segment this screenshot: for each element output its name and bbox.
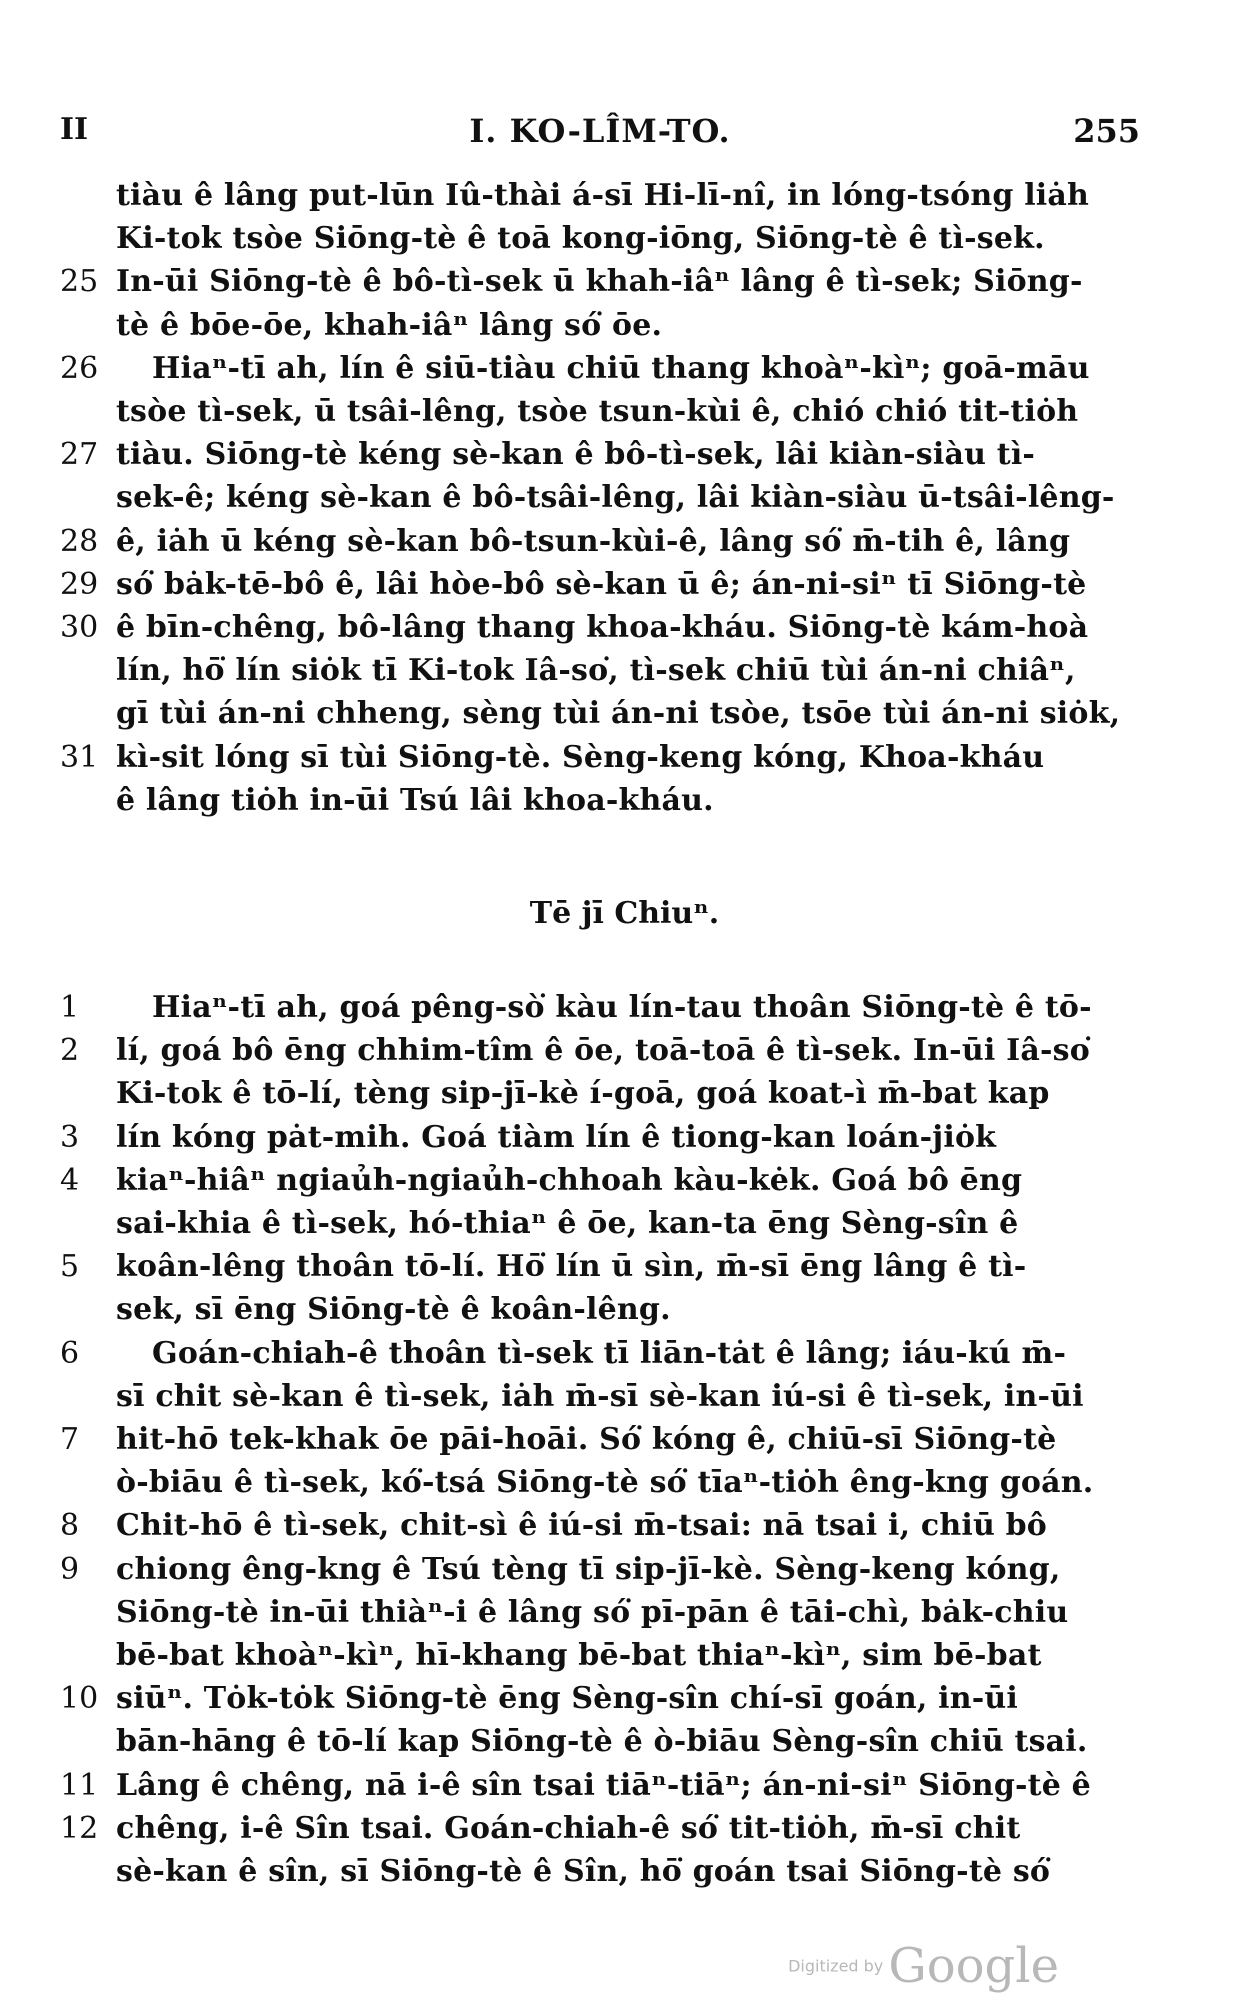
line-text: Lâng ê chêng, nā i-ê sîn tsai tiāⁿ-tiāⁿ; án-ni-siⁿ Siōng-tè ê [116, 1767, 1091, 1803]
line-text: lín, hō͘ lín siȯk tī Ki-tok Iâ-so͘, tì-sek chiū tùi án-ni chiâⁿ, [116, 653, 1076, 689]
header-section-numeral: II [60, 112, 89, 147]
text-line [60, 1033, 1140, 1075]
text-line [60, 1724, 1140, 1766]
line-text: siūⁿ. Tȯk-tȯk Siōng-tè ēng Sèng-sîn chí-sī goán, in-ūi [116, 1681, 1019, 1717]
line-text: tè ê bōe-ōe, khah-iâⁿ lâng só͘ ōe. [116, 307, 663, 343]
running-header [60, 112, 1140, 152]
text-line [60, 1206, 1140, 1248]
line-text: kì-sit lóng sī tùi Siōng-tè. Sèng-keng kóng, Khoa-kháu [116, 739, 1045, 775]
line-text: sī chit sè-kan ê tì-sek, iȧh m̄-sī sè-kan iú-si ê tì-sek, in-ūi [116, 1378, 1084, 1414]
text-line [60, 1508, 1140, 1550]
verse-number: 5 [60, 1249, 80, 1285]
text-line [60, 610, 1140, 652]
line-text: tsòe tì-sek, ū tsâi-lêng, tsòe tsun-kùi ê, chió chió tit-tiȯh [116, 394, 1079, 429]
text-line [60, 990, 1140, 1032]
line-text: lín kóng pȧt-mih. Goá tiàm lín ê tiong-kan loán-jiȯk [116, 1119, 997, 1155]
text-line [60, 653, 1140, 695]
text-line [60, 1249, 1140, 1291]
text-line [60, 480, 1140, 522]
text-line [60, 437, 1140, 479]
text-line [60, 308, 1140, 350]
text-line [60, 1422, 1140, 1464]
text-line [60, 1163, 1140, 1205]
text-line [60, 1336, 1140, 1378]
line-text: sek, sī ēng Siōng-tè ê koân-lêng. [116, 1292, 671, 1328]
verse-number: 8 [60, 1508, 80, 1544]
line-text: Hiaⁿ-tī ah, goá pêng-sò͘ kàu lín-tau thoân Siōng-tè ê tō- [152, 990, 1092, 1025]
text-line [60, 1120, 1140, 1162]
line-text: bān-hāng ê tō-lí kap Siōng-tè ê ò-biāu Sèng-sîn chiū tsai. [116, 1724, 1088, 1760]
line-text: ò-biāu ê tì-sek, kó͘-tsá Siōng-tè só͘ tīaⁿ-tiȯh êng-kng goán. [116, 1465, 1094, 1501]
line-text: Goán-chiah-ê thoân tì-sek tī liān-tȧt ê lâng; iáu-kú m̄- [152, 1335, 1067, 1371]
line-text: kiaⁿ-hiâⁿ ngiaủh-ngiaủh-chhoah kàu-kėk. Goá bô ēng [116, 1162, 1023, 1198]
verse-number: 26 [60, 350, 99, 386]
line-text: In-ūi Siōng-tè ê bô-tì-sek ū khah-iâⁿ lâng ê tì-sek; Siōng- [116, 264, 1083, 300]
verse-number: 27 [60, 437, 99, 473]
text-line [60, 394, 1140, 436]
text-line [60, 1292, 1140, 1334]
line-text: lí, goá bô ēng chhim-tîm ê ōe, toā-toā ê tì-sek. In-ūi Iâ-so͘ [116, 1033, 1090, 1069]
line-text: chêng, i-ê Sîn tsai. Goán-chiah-ê só͘ tit-tiȯh, m̄-sī chit [116, 1810, 1021, 1846]
line-text: sai-khia ê tì-sek, hó-thiaⁿ ê ōe, kan-ta ēng Sèng-sîn ê [116, 1206, 1019, 1241]
verse-number: 4 [60, 1162, 80, 1198]
line-text: ê lâng tiȯh in-ūi Tsú lâi khoa-kháu. [116, 782, 714, 818]
chapter-heading: Tē jī Chiuⁿ. [529, 896, 720, 931]
text-line [60, 1379, 1140, 1421]
verse-number: 10 [60, 1681, 99, 1717]
verse-number: 7 [60, 1422, 80, 1457]
verse-number: 9 [60, 1551, 80, 1587]
text-line [60, 1076, 1140, 1118]
text-line [60, 264, 1140, 306]
text-line [60, 1681, 1140, 1723]
line-text: gī tùi án-ni chheng, sèng tùi án-ni tsòe, tsōe tùi án-ni siȯk, [116, 696, 1121, 732]
text-line [60, 1768, 1140, 1810]
text-line [60, 1465, 1140, 1507]
line-text: chiong êng-kng ê Tsú tèng tī sip-jī-kè. Sèng-keng kóng, [116, 1551, 1061, 1587]
line-text: hit-hō tek-khak ōe pāi-hoāi. Só͘ kóng ê, chiū-sī Siōng-tè [116, 1422, 1057, 1457]
line-text: só͘ bȧk-tē-bô ê, lâi hòe-bô sè-kan ū ê; án-ni-siⁿ tī Siōng-tè [116, 566, 1087, 602]
text-line [60, 1638, 1140, 1680]
text-line [60, 524, 1140, 566]
verse-number: 1 [60, 990, 80, 1025]
text-line [60, 783, 1140, 825]
verse-number: 3 [60, 1119, 80, 1155]
text-line [60, 1854, 1140, 1896]
verse-number: 12 [60, 1810, 99, 1846]
text-line [60, 567, 1140, 609]
watermark-brand: Google [888, 1938, 1059, 1994]
line-text: bē-bat khoàⁿ-kìⁿ, hī-khang bē-bat thiaⁿ-kìⁿ, sim bē-bat [116, 1638, 1042, 1673]
verse-number: 11 [60, 1767, 99, 1803]
text-line [60, 1552, 1140, 1594]
verse-number: 2 [60, 1033, 80, 1069]
text-line [60, 221, 1140, 263]
line-text: Chit-hō ê tì-sek, chit-sì ê iú-si m̄-tsai: nā tsai i, chiū bô [116, 1508, 1047, 1544]
line-text: ê bīn-chêng, bô-lâng thang khoa-kháu. Siōng-tè kám-hoà [116, 610, 1089, 645]
digitized-watermark [788, 1938, 1059, 1994]
verse-number: 25 [60, 264, 99, 300]
line-text: tiàu. Siōng-tè kéng sè-kan ê bô-tì-sek, lâi kiàn-siàu tì- [116, 437, 1036, 473]
verse-number: 31 [60, 739, 99, 775]
line-text: sè-kan ê sîn, sī Siōng-tè ê Sîn, hō͘ goán tsai Siōng-tè só͘ [116, 1854, 1051, 1889]
line-text: Siōng-tè in-ūi thiàⁿ-i ê lâng só͘ pī-pān ê tāi-chì, bȧk-chiu [116, 1594, 1069, 1630]
verse-number: 30 [60, 610, 99, 645]
text-line [60, 740, 1140, 782]
line-text: ê, iȧh ū kéng sè-kan bô-tsun-kùi-ê, lâng só͘ m̄-tih ê, lâng [116, 523, 1071, 559]
line-text: Ki-tok tsòe Siōng-tè ê toā kong-iōng, Siōng-tè ê tì-sek. [116, 221, 1045, 257]
text-line [60, 1811, 1140, 1853]
verse-number: 28 [60, 523, 99, 559]
line-text: sek-ê; kéng sè-kan ê bô-tsâi-lêng, lâi kiàn-siàu ū-tsâi-lêng- [116, 480, 1115, 516]
text-line [60, 351, 1140, 393]
line-text: Ki-tok ê tō-lí, tèng sip-jī-kè í-goā, goá koat-ì m̄-bat kap [116, 1076, 1050, 1112]
line-text: koân-lêng thoân tō-lí. Hō͘ lín ū sìn, m̄-sī ēng lâng ê tì- [116, 1249, 1027, 1285]
text-line [60, 178, 1140, 220]
text-line [60, 696, 1140, 738]
verse-number: 29 [60, 566, 99, 602]
line-text: tiàu ê lâng put-lūn Iû-thài á-sī Hi-lī-nî, in lóng-tsóng liȧh [116, 178, 1090, 213]
page-number: 255 [1073, 112, 1140, 150]
text-line [60, 1595, 1140, 1637]
line-text: Hiaⁿ-tī ah, lín ê siū-tiàu chiū thang khoàⁿ-kìⁿ; goā-māu [152, 350, 1090, 386]
header-title: I. KO-LÎM-TO. [469, 112, 731, 150]
verse-number: 6 [60, 1335, 80, 1371]
watermark-prefix: Digitized by [788, 1956, 884, 1976]
